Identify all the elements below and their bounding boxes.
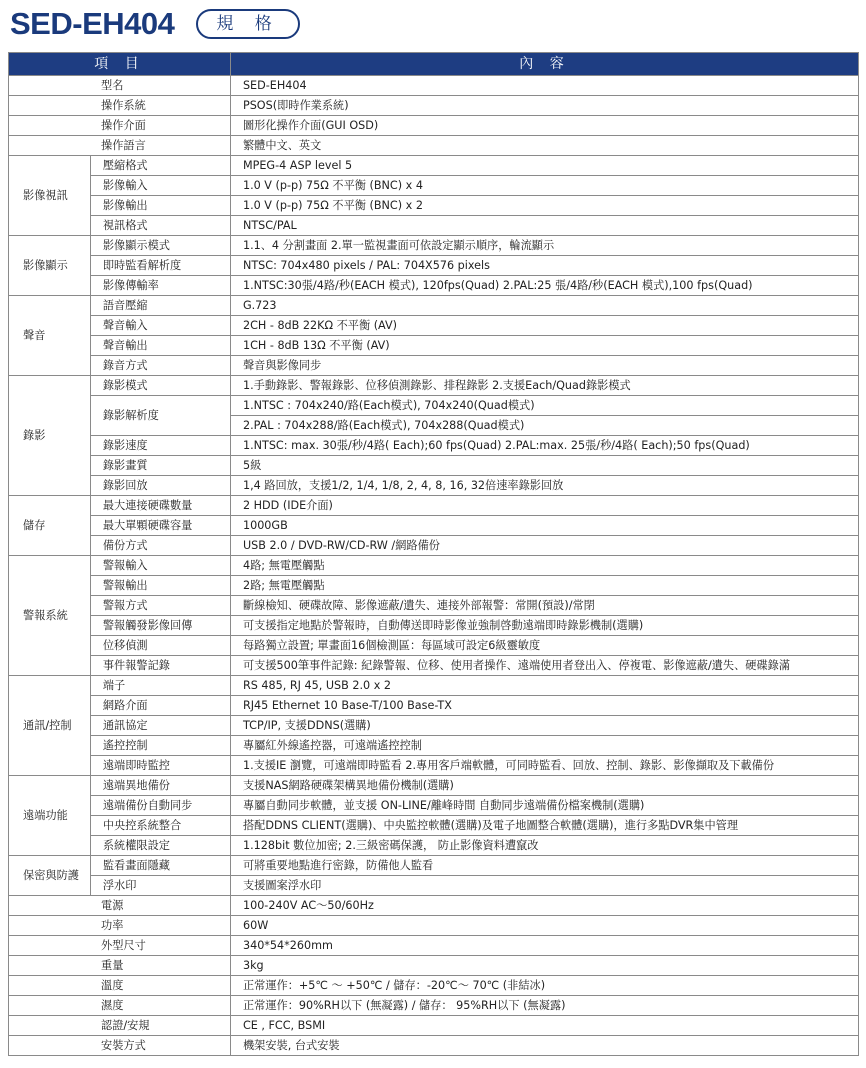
spec-group-label: 通訊/控制: [9, 676, 91, 776]
spec-value: 可將重要地點進行密錄，防備他人監看: [230, 856, 858, 876]
spec-item-label: 壓縮格式: [90, 156, 230, 176]
spec-value: 機架安裝, 台式安裝: [230, 1036, 858, 1056]
spec-value: 1.1、4 分割畫面 2.單一監視畫面可依設定顯示順序，輪流顯示: [230, 236, 858, 256]
spec-item-label: 聲音輸出: [90, 336, 230, 356]
spec-value: 支援圖案浮水印: [230, 876, 858, 896]
spec-item-label: 系統權限設定: [90, 836, 230, 856]
table-row: [9, 136, 859, 156]
table-row: [9, 356, 859, 376]
spec-value: 1.NTSC: max. 30張/秒/4路( Each);60 fps(Quad) 2.PAL:max. 25張/秒/4路( Each);50 fps(Quad): [230, 436, 858, 456]
spec-item-label: 功率: [9, 916, 231, 936]
spec-item-label: 通訊協定: [90, 716, 230, 736]
spec-item-label: 錄影模式: [90, 376, 230, 396]
table-row: [9, 376, 859, 396]
spec-value: USB 2.0 / DVD-RW/CD-RW /網路備份: [230, 536, 858, 556]
page-header: [10, 6, 300, 42]
spec-value: 1.支援IE 瀏覽，可遠端即時監看 2.專用客戶端軟體，可同時監看、回放、控制、錄影、影像擷取及下載備份: [230, 756, 858, 776]
spec-item-label: 外型尺寸: [9, 936, 231, 956]
spec-item-label: 監看畫面隱藏: [90, 856, 230, 876]
spec-item-label: 警報輸出: [90, 576, 230, 596]
spec-group-label: 遠端功能: [9, 776, 91, 856]
spec-value: 2CH - 8dB 22KΩ 不平衡 (AV): [230, 316, 858, 336]
table-row: [9, 996, 859, 1016]
spec-item-label: 重量: [9, 956, 231, 976]
table-row: [9, 596, 859, 616]
spec-value: 專屬自動同步軟體，並支援 ON-LINE/離峰時間 自動同步遠端備份檔案機制(選購): [230, 796, 858, 816]
table-row: [9, 76, 859, 96]
table-row: [9, 576, 859, 596]
spec-value: 1000GB: [230, 516, 858, 536]
spec-item-label: 錄影解析度: [90, 396, 230, 436]
spec-value: G.723: [230, 296, 858, 316]
spec-value: 繁體中文、英文: [230, 136, 858, 156]
spec-item-label: 語音壓縮: [90, 296, 230, 316]
spec-group-label: 聲音: [9, 296, 91, 376]
table-row: [9, 896, 859, 916]
table-row: [9, 456, 859, 476]
spec-item-label: 端子: [90, 676, 230, 696]
table-row: [9, 836, 859, 856]
spec-item-label: 遠端即時監控: [90, 756, 230, 776]
table-row: [9, 556, 859, 576]
header-content: 內 容: [230, 53, 858, 76]
spec-value: 可支援指定地點於警報時，自動傳送即時影像並強制啓動遠端即時錄影機制(選購): [230, 616, 858, 636]
spec-item-label: 影像顯示模式: [90, 236, 230, 256]
spec-value: 4路; 無電壓觸點: [230, 556, 858, 576]
spec-value: 1,4 路回放，支援1/2, 1/4, 1/8, 2, 4, 8, 16, 32倍速率錄影回放: [230, 476, 858, 496]
table-row: [9, 736, 859, 756]
table-row: [9, 796, 859, 816]
spec-item-label: 遙控控制: [90, 736, 230, 756]
table-row: [9, 116, 859, 136]
table-row: [9, 436, 859, 456]
table-header-row: [9, 53, 859, 76]
spec-item-label: 即時監看解析度: [90, 256, 230, 276]
table-row: [9, 956, 859, 976]
table-row: [9, 856, 859, 876]
spec-value: 2路; 無電壓觸點: [230, 576, 858, 596]
spec-value: 1.128bit 數位加密; 2.三級密碼保護， 防止影像資料遭竄改: [230, 836, 858, 856]
table-row: [9, 196, 859, 216]
table-row: [9, 156, 859, 176]
spec-value: MPEG-4 ASP level 5: [230, 156, 858, 176]
spec-item-label: 聲音輸入: [90, 316, 230, 336]
spec-value: 3kg: [230, 956, 858, 976]
spec-item-label: 警報方式: [90, 596, 230, 616]
table-row: [9, 176, 859, 196]
table-row: [9, 496, 859, 516]
spec-item-label: 最大連接硬碟數量: [90, 496, 230, 516]
spec-value: 100-240V AC～50/60Hz: [230, 896, 858, 916]
table-row: [9, 776, 859, 796]
spec-group-label: 保密與防護: [9, 856, 91, 896]
table-row: [9, 1036, 859, 1056]
table-row: [9, 636, 859, 656]
table-row: [9, 256, 859, 276]
spec-item-label: 事件報警記錄: [90, 656, 230, 676]
table-row: [9, 936, 859, 956]
spec-item-label: 位移偵測: [90, 636, 230, 656]
spec-value: 1.0 V (p-p) 75Ω 不平衡 (BNC) x 2: [230, 196, 858, 216]
spec-value: 1.NTSC : 704x240/路(Each模式), 704x240(Quad模式): [230, 396, 858, 416]
table-row: [9, 676, 859, 696]
spec-badge: 規 格: [196, 9, 299, 39]
spec-item-label: 備份方式: [90, 536, 230, 556]
spec-value: 1CH - 8dB 13Ω 不平衡 (AV): [230, 336, 858, 356]
spec-value: 5級: [230, 456, 858, 476]
spec-value: CE , FCC, BSMI: [230, 1016, 858, 1036]
table-row: [9, 1016, 859, 1036]
table-row: [9, 236, 859, 256]
spec-item-label: 錄音方式: [90, 356, 230, 376]
spec-value: TCP/IP, 支援DDNS(選購): [230, 716, 858, 736]
table-row: [9, 296, 859, 316]
spec-value: 60W: [230, 916, 858, 936]
spec-value: NTSC/PAL: [230, 216, 858, 236]
spec-value: 2.PAL : 704x288/路(Each模式), 704x288(Quad模式): [230, 416, 858, 436]
header-item: 項 目: [9, 53, 231, 76]
spec-value: RS 485, RJ 45, USB 2.0 x 2: [230, 676, 858, 696]
table-row: [9, 616, 859, 636]
table-row: [9, 716, 859, 736]
spec-body: [9, 76, 859, 1056]
spec-item-label: 網路介面: [90, 696, 230, 716]
table-row: [9, 216, 859, 236]
spec-item-label: 錄影速度: [90, 436, 230, 456]
spec-value: 正常運作：90%RH以下 (無凝露) / 儲存： 95%RH以下 (無凝露): [230, 996, 858, 1016]
table-row: [9, 516, 859, 536]
table-row: [9, 816, 859, 836]
spec-value: 圖形化操作介面(GUI OSD): [230, 116, 858, 136]
spec-item-label: 操作系統: [9, 96, 231, 116]
spec-group-label: 錄影: [9, 376, 91, 496]
spec-item-label: 型名: [9, 76, 231, 96]
spec-value: PSOS(即時作業系統): [230, 96, 858, 116]
table-row: [9, 696, 859, 716]
spec-value: 專屬紅外線遙控器，可遠端遙控控制: [230, 736, 858, 756]
table-row: [9, 916, 859, 936]
spec-value: 1.NTSC:30張/4路/秒(EACH 模式), 120fps(Quad) 2.PAL:25 張/4路/秒(EACH 模式),100 fps(Quad): [230, 276, 858, 296]
table-row: [9, 276, 859, 296]
spec-group-label: 影像顯示: [9, 236, 91, 296]
table-row: [9, 756, 859, 776]
spec-value: 支援NAS網路硬碟架構異地備份機制(選購): [230, 776, 858, 796]
spec-item-label: 影像傳輸率: [90, 276, 230, 296]
spec-item-label: 影像輸出: [90, 196, 230, 216]
spec-item-label: 警報觸發影像回傳: [90, 616, 230, 636]
spec-group-label: 儲存: [9, 496, 91, 556]
spec-value: RJ45 Ethernet 10 Base-T/100 Base-TX: [230, 696, 858, 716]
spec-item-label: 錄影回放: [90, 476, 230, 496]
spec-item-label: 錄影畫質: [90, 456, 230, 476]
table-row: [9, 316, 859, 336]
table-row: [9, 876, 859, 896]
spec-item-label: 操作語言: [9, 136, 231, 156]
spec-item-label: 警報輸入: [90, 556, 230, 576]
spec-value: 正常運作：+5℃ ～ +50℃ / 儲存：-20℃～ 70℃ (非結冰): [230, 976, 858, 996]
spec-item-label: 影像輸入: [90, 176, 230, 196]
spec-group-label: 影像視訊: [9, 156, 91, 236]
spec-item-label: 認證/安規: [9, 1016, 231, 1036]
spec-value: 2 HDD (IDE介面): [230, 496, 858, 516]
spec-value: 搭配DDNS CLIENT(選購)、中央監控軟體(選購)及電子地圖整合軟體(選購)，進行多點DVR集中管理: [230, 816, 858, 836]
spec-value: 斷線檢知、硬碟故障、影像遮蔽/遺失、連接外部報警：常開(預設)/常閉: [230, 596, 858, 616]
table-row: [9, 396, 859, 416]
spec-item-label: 安裝方式: [9, 1036, 231, 1056]
spec-item-label: 操作介面: [9, 116, 231, 136]
spec-value: 可支援500筆事件記錄: 紀錄警報、位移、使用者操作、遠端使用者登出入、停複電、影像遮蔽/遺失、硬碟錄滿: [230, 656, 858, 676]
spec-item-label: 視訊格式: [90, 216, 230, 236]
table-row: [9, 336, 859, 356]
table-row: [9, 656, 859, 676]
spec-item-label: 溫度: [9, 976, 231, 996]
table-row: [9, 976, 859, 996]
spec-item-label: 浮水印: [90, 876, 230, 896]
spec-item-label: 中央控系統整合: [90, 816, 230, 836]
spec-value: 1.手動錄影、警報錄影、位移偵測錄影、排程錄影 2.支援Each/Quad錄影模式: [230, 376, 858, 396]
table-row: [9, 96, 859, 116]
spec-item-label: 濕度: [9, 996, 231, 1016]
model-title: SED-EH404: [10, 6, 175, 41]
spec-table: [8, 52, 859, 1056]
spec-group-label: 警報系統: [9, 556, 91, 676]
spec-value: SED-EH404: [230, 76, 858, 96]
spec-item-label: 遠端異地備份: [90, 776, 230, 796]
spec-value: 聲音與影像同步: [230, 356, 858, 376]
table-row: [9, 476, 859, 496]
spec-item-label: 遠端備份自動同步: [90, 796, 230, 816]
spec-item-label: 最大單顆硬碟容量: [90, 516, 230, 536]
spec-value: NTSC: 704x480 pixels / PAL: 704X576 pixels: [230, 256, 858, 276]
spec-item-label: 電源: [9, 896, 231, 916]
spec-value: 1.0 V (p-p) 75Ω 不平衡 (BNC) x 4: [230, 176, 858, 196]
spec-value: 每路獨立設置; 單畫面16個檢測區：每區域可設定6級靈敏度: [230, 636, 858, 656]
table-row: [9, 536, 859, 556]
spec-value: 340*54*260mm: [230, 936, 858, 956]
